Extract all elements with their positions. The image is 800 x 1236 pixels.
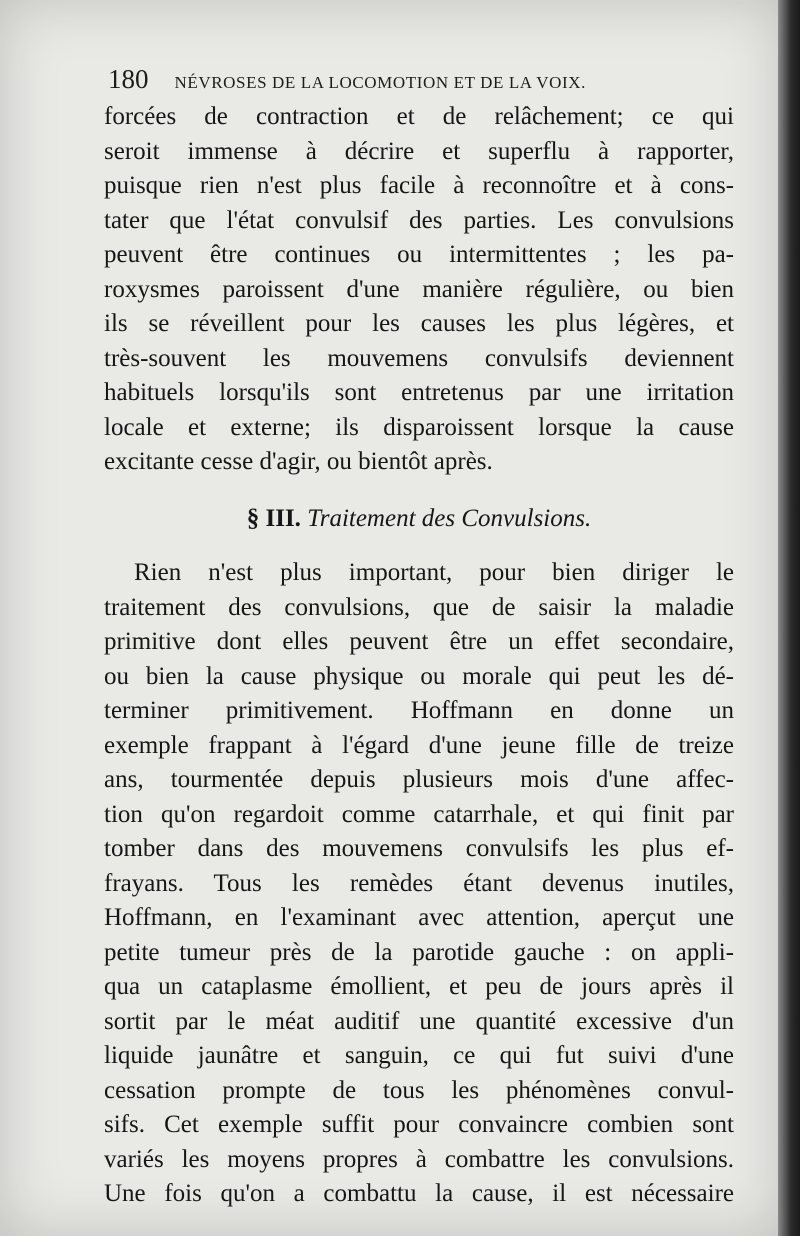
text-line: ans, tourmentée depuis plusieurs mois d'une affec- [104, 766, 734, 793]
text-line: peuvent être continues ou intermittentes ; les pa- [104, 241, 734, 268]
section-number: § III. [246, 504, 301, 532]
text-line: locale et externe; ils disparoissent lorsque la cause [104, 413, 734, 441]
text-line: tion qu'on regardoit comme catarrhale, et qui finit par [104, 800, 734, 828]
page-number: 180 [108, 64, 149, 94]
text-line: liquide jaunâtre et sanguin, ce qui fut suivi d'une [104, 1042, 734, 1069]
text-line: frayans. Tous les remèdes étant devenus inutiles, [104, 869, 734, 897]
text-line: sortit par le méat auditif une quantité excessive d'un [104, 1007, 734, 1035]
text-line: Rien n'est plus important, pour bien diriger le [134, 559, 734, 586]
book-binding-edge [778, 0, 800, 1236]
text-line: Hoffmann, en l'examinant avec attention, aperçut une [104, 904, 734, 931]
text-line: sifs. Cet exemple suffit pour convaincre combien sont [104, 1111, 734, 1138]
text-line: tater que l'état convulsif des parties. Les convulsions [104, 206, 734, 234]
text-line: primitive dont elles peuvent être un effet secondaire, [104, 628, 734, 655]
text-line: exemple frappant à l'égard d'une jeune fille de treize [104, 731, 734, 759]
paragraph-continuation [104, 100, 734, 480]
text-line: terminer primitivement. Hoffmann en donne un [104, 697, 734, 724]
text-line: ils se réveillent pour les causes les plus légères, et [104, 310, 734, 337]
running-head: NÉVROSES DE LA LOCOMOTION ET DE LA VOIX. [174, 73, 587, 92]
section-title: Traitement des Convulsions. [307, 504, 592, 532]
text-line: Une fois qu'on a combattu la cause, il est nécessaire [104, 1180, 734, 1207]
section-heading [104, 502, 734, 537]
text-line: petite tumeur près de la parotide gauche : on appli- [104, 938, 734, 966]
paragraph-treatment [104, 556, 734, 1212]
text-line: seroit immense à décrire et superflu à rapporter, [104, 137, 734, 165]
text-line: cessation prompte de tous les phénomènes convul- [104, 1076, 734, 1104]
text-line: très-souvent les mouvemens convulsifs deviennent [104, 344, 734, 372]
text-line: habituels lorsqu'ils sont entretenus par une irritation [104, 379, 734, 406]
page-header [108, 64, 688, 95]
text-line: tomber dans des mouvemens convulsifs les plus ef- [104, 835, 734, 862]
text-line: variés les moyens propres à combattre les convulsions. [104, 1145, 734, 1173]
text-line: forcées de contraction et de relâchement; ce qui [104, 103, 734, 130]
body-text [104, 100, 734, 1212]
text-line: qua un cataplasme émollient, et peu de jours après il [104, 973, 734, 1000]
text-line: excitante cesse d'agir, ou bientôt après. [104, 448, 493, 475]
text-line: traitement des convulsions, que de saisir la maladie [104, 593, 734, 621]
text-line: ou bien la cause physique ou morale qui peut les dé- [104, 662, 734, 690]
text-line: roxysmes paroissent d'une manière régulière, ou bien [104, 275, 734, 303]
text-line: puisque rien n'est plus facile à reconnoître et à cons- [104, 172, 734, 199]
